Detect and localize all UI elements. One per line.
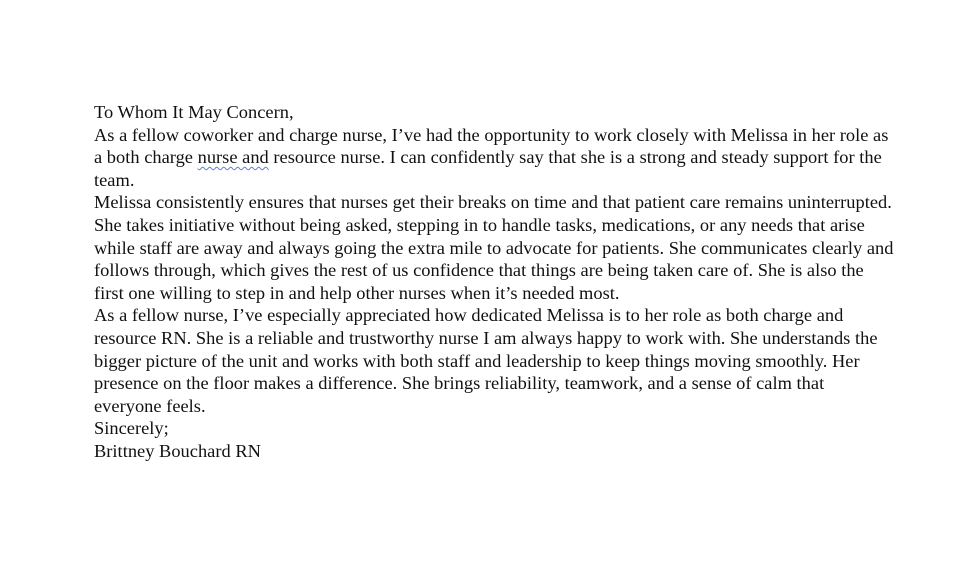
paragraph-3: As a fellow nurse, I’ve especially appreciated how dedicated Melissa is to her role as both charge and resource RN. She is a reliable and trustworthy nurse I am always happy to work with. She understands the bigger picture of the unit and works with both staff and leadership to keep things moving smoothly. Her presence on the floor makes a difference. She brings reliability, teamwork, and a sense of calm that everyone feels. xyxy=(94,305,878,416)
paragraph-1-text-start: As a fellow coworker and charge nurse, I’ve had the opportunity to work closely with Melissa in her role as a both charge xyxy=(94,124,889,168)
closing: Sincerely; xyxy=(94,418,169,439)
grammar-flagged-text[interactable]: nurse and xyxy=(197,147,269,168)
paragraph-2: Melissa consistently ensures that nurses get their breaks on time and that patient care remains uninterrupted. She takes initiative without being asked, stepping in to handle tasks, medications, or any needs that arise while staff are away and always going the extra mile to advocate for patients. She communicates clearly and follows through, which gives the rest of us confidence that things are being taken care of. She is also the first one willing to step in and help other nurses when it’s needed most. xyxy=(94,192,894,303)
signature: Brittney Bouchard RN xyxy=(94,440,261,461)
letter-body xyxy=(94,101,894,463)
paragraph-1-text-end: resource nurse. I can confidently say that she is a strong and steady support for the team. xyxy=(94,147,882,190)
salutation: To Whom It May Concern, xyxy=(94,102,294,122)
paragraph-1 xyxy=(94,124,894,192)
